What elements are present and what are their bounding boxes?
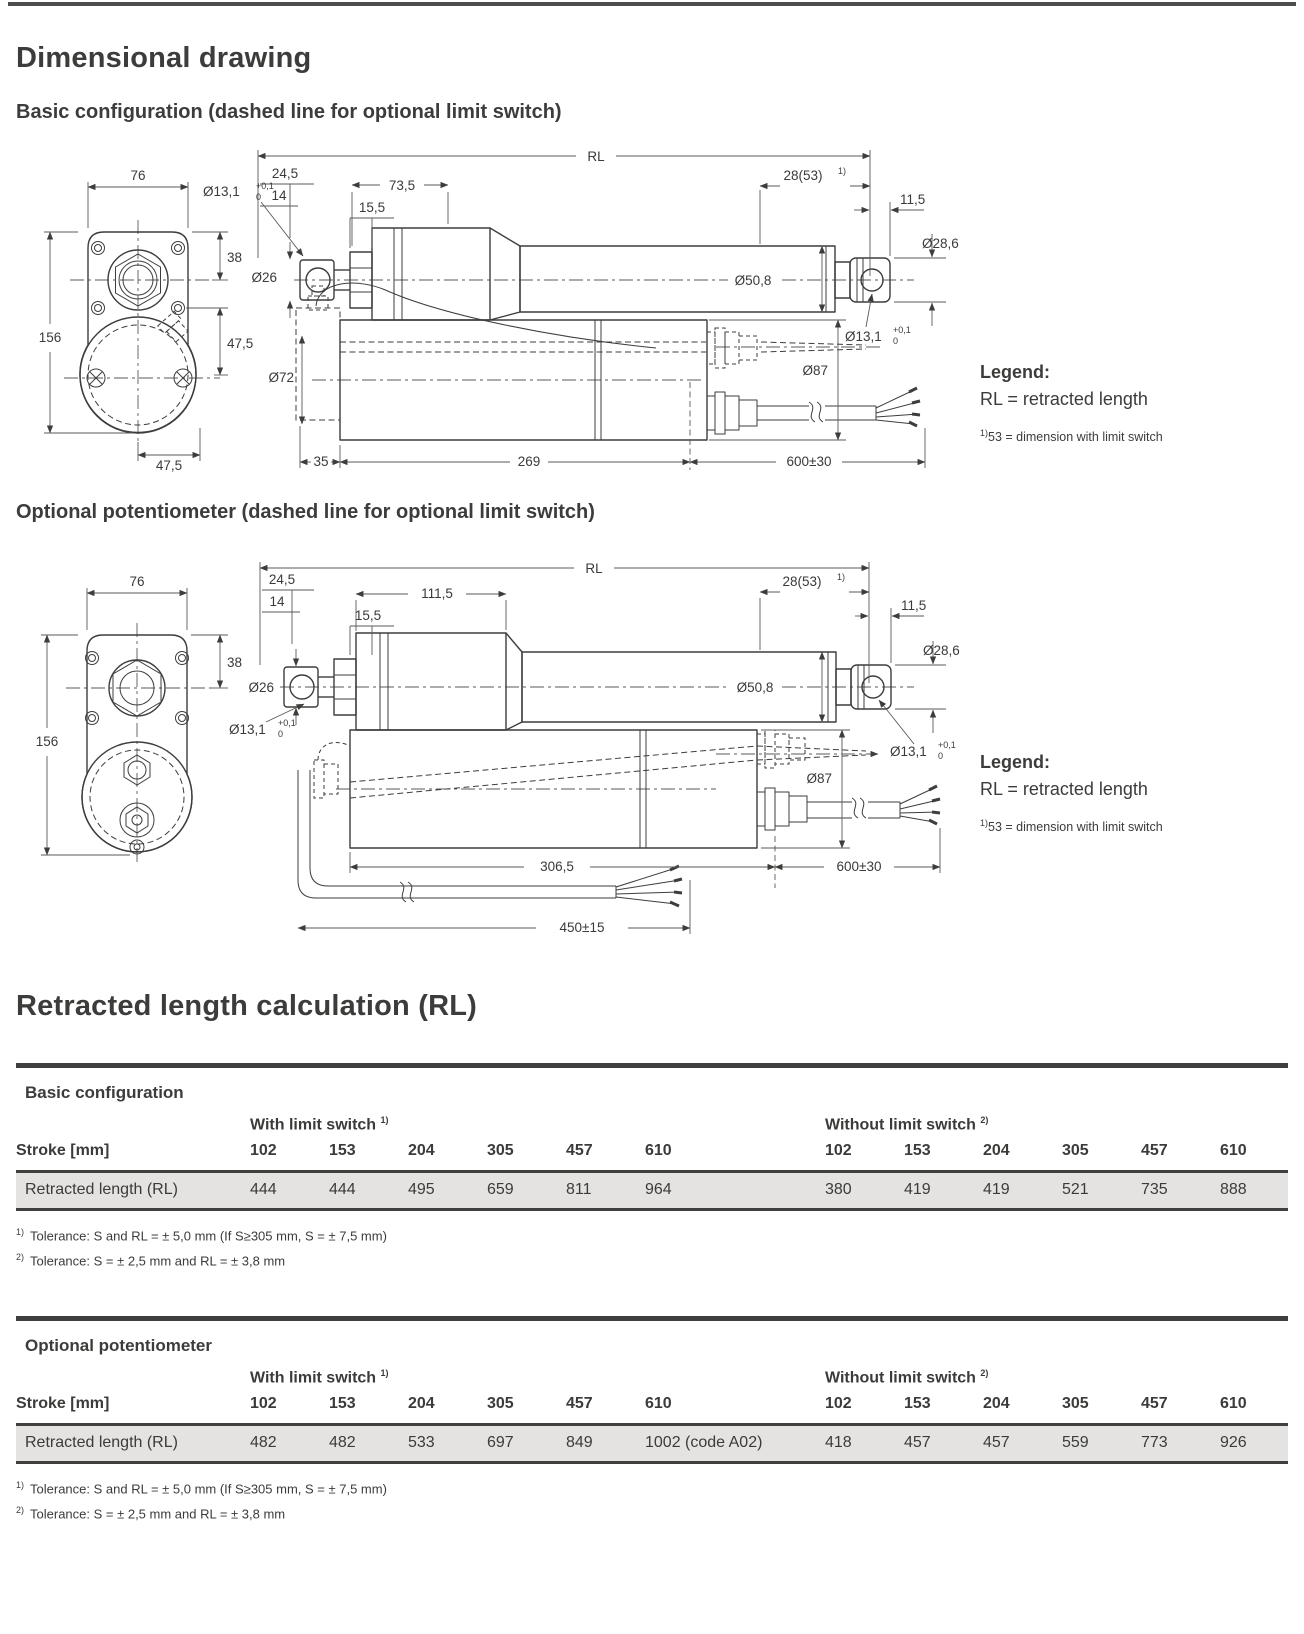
dim-14: 14 bbox=[269, 594, 285, 609]
rl-row-label: Retracted length (RL) bbox=[16, 1426, 250, 1461]
rl-value: 926 bbox=[1220, 1426, 1288, 1461]
stroke-value: 204 bbox=[983, 1395, 1010, 1413]
rl-value: 533 bbox=[408, 1426, 487, 1461]
lower-cable-gland bbox=[757, 788, 807, 830]
stroke-row-label: Stroke [mm] bbox=[16, 1142, 110, 1160]
svg-text:0: 0 bbox=[938, 751, 944, 761]
rl-row-label: Retracted length (RL) bbox=[16, 1173, 250, 1208]
rl-calculation-heading: Retracted length calculation (RL) bbox=[16, 990, 477, 1022]
stroke-value: 153 bbox=[904, 1395, 931, 1413]
footnote-1: $^{1)}$ Tolerance: S and RL = ± 5,0 mm (If S≥305 mm, S = ± 7,5 mm) bbox=[16, 1480, 387, 1497]
table-optional-potentiometer bbox=[16, 1316, 1288, 1464]
dim-14: 14 bbox=[271, 188, 287, 203]
stroke-value: 457 bbox=[566, 1395, 593, 1413]
rl-value: 659 bbox=[487, 1173, 566, 1208]
dim-dia13-1-right: Ø13,1 bbox=[845, 329, 882, 344]
dim-28-53: 28(53) bbox=[783, 168, 823, 183]
dim-dia72: Ø72 bbox=[268, 370, 294, 385]
dim-rl: RL bbox=[585, 561, 603, 576]
dim-dia13-1-left: Ø13,1 bbox=[229, 722, 266, 737]
footnotes-poti bbox=[16, 1480, 1304, 1521]
upper-cable-gland bbox=[707, 328, 757, 368]
footnotes-basic bbox=[16, 1227, 1304, 1268]
side-view-dimensions bbox=[229, 561, 960, 935]
dim-24-5: 24,5 bbox=[268, 572, 296, 587]
rl-value: 457 bbox=[904, 1426, 983, 1461]
stroke-value: 204 bbox=[983, 1142, 1010, 1160]
group-header-without: Without limit switch $^{2)}$ bbox=[825, 1115, 989, 1134]
stroke-value: 457 bbox=[566, 1142, 593, 1160]
dimensional-drawing-poti bbox=[16, 530, 1288, 940]
rl-value: 697 bbox=[487, 1426, 566, 1461]
svg-text:0: 0 bbox=[278, 729, 284, 739]
stroke-value: 305 bbox=[487, 1395, 514, 1413]
dim-dia28-6: Ø28,6 bbox=[922, 236, 959, 251]
svg-text:0: 0 bbox=[893, 336, 899, 346]
rl-value: 380 bbox=[825, 1173, 904, 1208]
stroke-value: 153 bbox=[904, 1142, 931, 1160]
figure-optional-potentiometer bbox=[16, 530, 1288, 940]
stroke-value: 610 bbox=[1220, 1142, 1247, 1160]
stroke-value: 457 bbox=[1141, 1395, 1168, 1413]
upper-cable-gland bbox=[757, 730, 805, 768]
dim-73-5: 73,5 bbox=[388, 178, 416, 193]
stroke-value: 610 bbox=[645, 1142, 672, 1160]
dim-600-30: 600±30 bbox=[836, 859, 882, 874]
dim-15-5: 15,5 bbox=[358, 200, 386, 215]
stroke-value: 610 bbox=[645, 1395, 672, 1413]
dim-76: 76 bbox=[129, 574, 145, 589]
stroke-value: 457 bbox=[1141, 1142, 1168, 1160]
dim-dia26: Ø26 bbox=[248, 680, 274, 695]
svg-text:1): 1) bbox=[838, 166, 847, 176]
rl-value: 964 bbox=[645, 1173, 825, 1208]
legend-rl-definition: RL = retracted length bbox=[980, 779, 1148, 799]
dim-11-5: 11,5 bbox=[901, 598, 927, 613]
stroke-value: 305 bbox=[1062, 1395, 1089, 1413]
section-heading-basic: Basic configuration (dashed line for optional limit switch) bbox=[16, 101, 562, 123]
legend-title: Legend: bbox=[980, 752, 1050, 772]
legend-note: $^{1)}$53 = dimension with limit switch bbox=[980, 428, 1163, 445]
table-bottom-rule bbox=[16, 1208, 1288, 1211]
table-title: Basic configuration bbox=[25, 1083, 184, 1102]
rl-value: 773 bbox=[1141, 1426, 1220, 1461]
stroke-value: 102 bbox=[825, 1395, 852, 1413]
rl-value: 444 bbox=[250, 1173, 329, 1208]
dim-306-5: 306,5 bbox=[540, 859, 574, 874]
stroke-row-label: Stroke [mm] bbox=[16, 1395, 110, 1413]
stroke-value: 610 bbox=[1220, 1395, 1247, 1413]
legend-poti bbox=[980, 752, 1280, 834]
dim-156: 156 bbox=[38, 330, 62, 345]
stroke-value: 102 bbox=[250, 1142, 277, 1160]
stroke-value: 102 bbox=[825, 1142, 852, 1160]
rl-value: 457 bbox=[983, 1426, 1062, 1461]
dim-111-5: 111,5 bbox=[421, 586, 453, 601]
table-basic-configuration bbox=[16, 1063, 1288, 1211]
svg-text:0: 0 bbox=[256, 192, 262, 202]
dim-dia50-8: Ø50,8 bbox=[734, 273, 772, 288]
front-view bbox=[66, 623, 214, 866]
section-heading-poti: Optional potentiometer (dashed line for optional limit switch) bbox=[16, 501, 595, 523]
figure-basic-configuration bbox=[16, 130, 1288, 475]
top-rule bbox=[8, 2, 1296, 6]
dim-15-5: 15,5 bbox=[354, 608, 382, 623]
dim-dia50-8: Ø50,8 bbox=[736, 680, 774, 695]
dim-450-15: 450±15 bbox=[559, 920, 605, 935]
stroke-value: 305 bbox=[1062, 1142, 1089, 1160]
dim-dia26: Ø26 bbox=[251, 270, 277, 285]
rl-value: 811 bbox=[566, 1173, 645, 1208]
svg-text:+0,1: +0,1 bbox=[893, 325, 911, 335]
rl-value: 888 bbox=[1220, 1173, 1288, 1208]
dim-600-30: 600±30 bbox=[786, 454, 832, 469]
svg-text:+0,1: +0,1 bbox=[278, 718, 296, 728]
page-title: Dimensional drawing bbox=[16, 42, 312, 74]
group-header-without: Without limit switch $^{2)}$ bbox=[825, 1367, 989, 1387]
svg-text:+0,1: +0,1 bbox=[938, 740, 956, 750]
dim-dia87: Ø87 bbox=[806, 771, 832, 786]
dim-38: 38 bbox=[227, 655, 243, 670]
front-view-dimensions bbox=[39, 168, 254, 473]
dim-11-5: 11,5 bbox=[900, 192, 926, 207]
rl-value: 444 bbox=[329, 1173, 408, 1208]
svg-text:1): 1) bbox=[837, 572, 846, 582]
table-title: Optional potentiometer bbox=[25, 1335, 212, 1355]
footnote-2: $^{2)}$ Tolerance: S = ± 2,5 mm and RL = ± 3,8 mm bbox=[16, 1504, 286, 1521]
front-view bbox=[64, 220, 220, 446]
rl-value: 735 bbox=[1141, 1173, 1220, 1208]
dim-rl: RL bbox=[587, 149, 605, 164]
stroke-value: 204 bbox=[408, 1142, 435, 1160]
rl-value: 495 bbox=[408, 1173, 487, 1208]
rl-value: 418 bbox=[825, 1426, 904, 1461]
table-bottom-rule bbox=[16, 1461, 1288, 1464]
dim-dia13-1-right: Ø13,1 bbox=[890, 744, 927, 759]
rl-value: 559 bbox=[1062, 1426, 1141, 1461]
wire-ends bbox=[900, 786, 940, 824]
legend-note: $^{1)}$53 = dimension with limit switch bbox=[980, 818, 1163, 835]
dim-28-53: 28(53) bbox=[782, 574, 822, 589]
wire-ends bbox=[876, 388, 920, 426]
footnote-2: $^{2)}$ Tolerance: S = ± 2,5 mm and RL = ± 3,8 mm bbox=[16, 1251, 286, 1268]
dim-269: 269 bbox=[517, 454, 541, 469]
rl-value: 482 bbox=[329, 1426, 408, 1461]
dim-156: 156 bbox=[35, 734, 59, 749]
stroke-value: 102 bbox=[250, 1395, 277, 1413]
dim-dia13-1-left: Ø13,1 bbox=[203, 184, 240, 199]
group-header-with: With limit switch $^{1)}$ bbox=[250, 1367, 389, 1387]
stroke-value: 305 bbox=[487, 1142, 514, 1160]
dim-24-5: 24,5 bbox=[271, 166, 299, 181]
rl-value: 521 bbox=[1062, 1173, 1141, 1208]
dim-dia87: Ø87 bbox=[802, 363, 828, 378]
legend-rl-definition: RL = retracted length bbox=[980, 389, 1148, 409]
svg-text:+0,1: +0,1 bbox=[256, 181, 274, 191]
stroke-value: 153 bbox=[329, 1395, 356, 1413]
lower-cable-gland bbox=[707, 392, 757, 434]
stroke-value: 204 bbox=[408, 1395, 435, 1413]
wire-ends-bottom bbox=[616, 866, 682, 906]
rl-value: 419 bbox=[983, 1173, 1062, 1208]
dim-38: 38 bbox=[227, 250, 243, 265]
footnote-1: $^{1)}$ Tolerance: S and RL = ± 5,0 mm (If S≥305 mm, S = ± 7,5 mm) bbox=[16, 1227, 387, 1244]
rl-value: 482 bbox=[250, 1426, 329, 1461]
rl-value: 1002 (code A02) bbox=[645, 1426, 825, 1461]
dim-dia28-6: Ø28,6 bbox=[923, 643, 960, 658]
dim-47-5: 47,5 bbox=[227, 336, 254, 351]
group-header-with: With limit switch $^{1)}$ bbox=[250, 1115, 389, 1134]
legend-title: Legend: bbox=[980, 362, 1050, 382]
stroke-value: 153 bbox=[329, 1142, 356, 1160]
legend-basic bbox=[980, 362, 1280, 444]
rl-value: 419 bbox=[904, 1173, 983, 1208]
side-view bbox=[294, 228, 920, 440]
dim-35: 35 bbox=[313, 454, 329, 469]
dim-76: 76 bbox=[130, 168, 146, 183]
rl-value: 849 bbox=[566, 1426, 645, 1461]
dim-47-5-bottom: 47,5 bbox=[155, 458, 183, 473]
